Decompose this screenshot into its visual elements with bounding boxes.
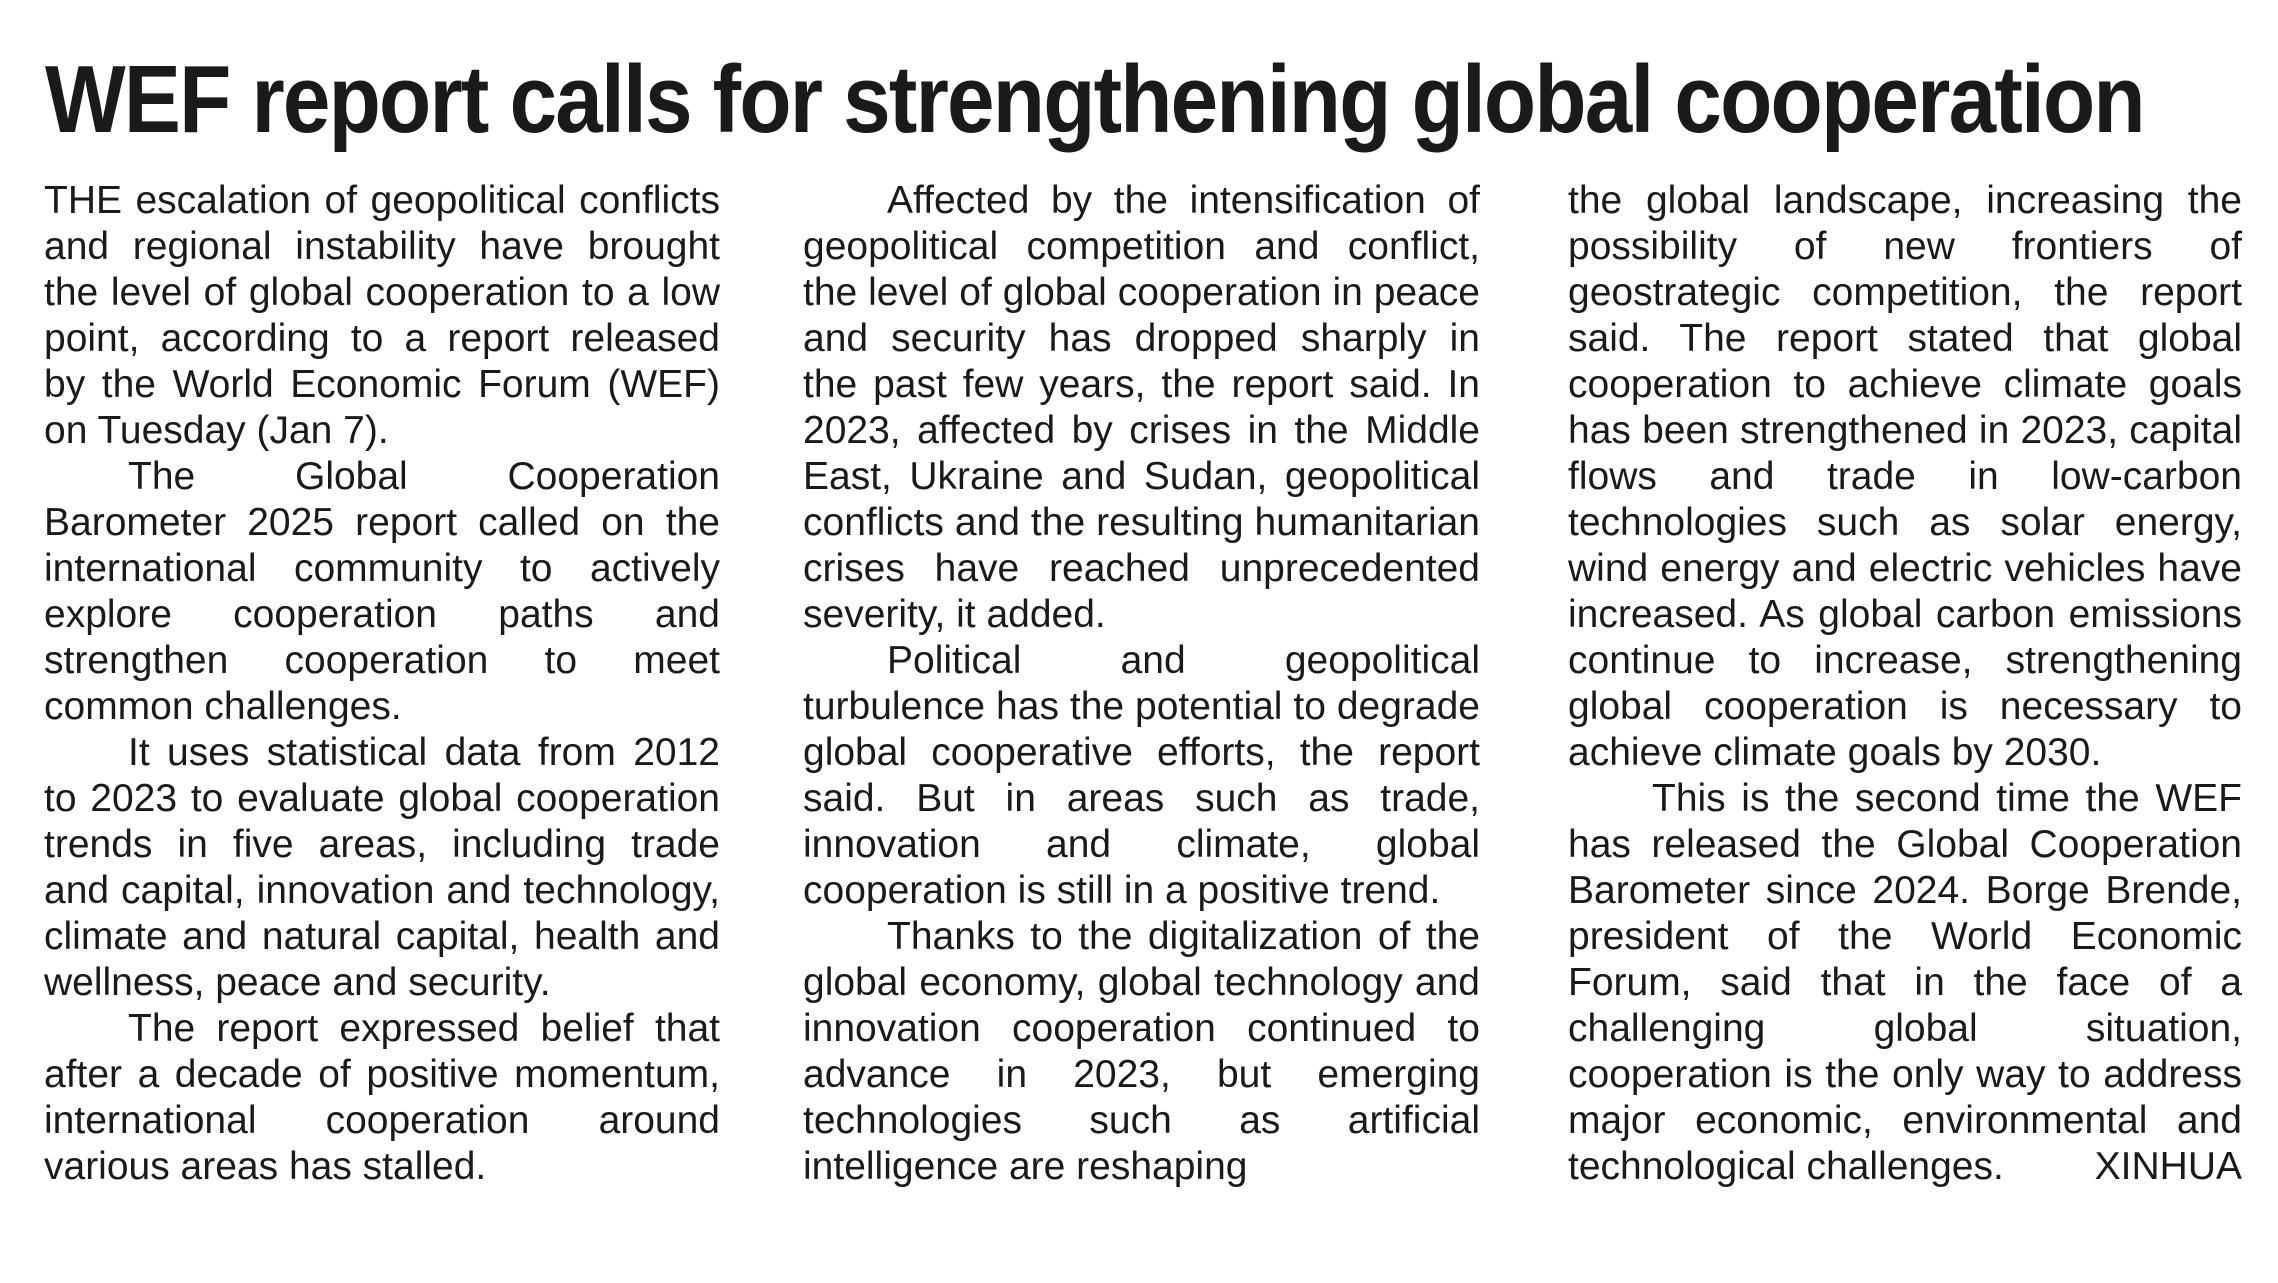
paragraph [1568, 776, 2242, 1190]
paragraph: the global landscape, increasing the possibility of new frontiers of geostrategic competition, the report said. The report stated that global cooperation to achieve climate goals has been strengthened in 2023, capital flows and trade in low-carbon technologies such as solar energy, wind energy and electric vehicles have increased. As global carbon emissions continue to increase, strengthening global cooperation is necessary to achieve climate goals by 2030. [1568, 179, 2242, 774]
paragraph: Political and geopolitical turbulence has the potential to degrade global cooperative efforts, the report said. But in areas such as trade, innovation and climate, global cooperation is still in a positive trend. [803, 639, 1480, 912]
paragraph: It uses statistical data from 2012 to 2023 to evaluate global cooperation trends in five areas, including trade and capital, innovation and technology, climate and natural capital, health and wellness, peace and security. [44, 731, 720, 1004]
paragraph: Thanks to the digitalization of the global economy, global technology and innovation cooperation continued to advance in 2023, but emerging technologies such as artificial intelligence are reshaping [803, 915, 1480, 1188]
article-column-2 [803, 178, 1480, 1190]
byline: XINHUA [2094, 1145, 2242, 1188]
paragraph: THE escalation of geopolitical conflicts and regional instability have brought the level of global cooperation to a low point, according to a report released by the World Economic Forum (WEF) on Tuesday (Jan 7). [44, 179, 720, 452]
paragraph: The report expressed belief that after a decade of positive momentum, international cooperation around various areas has stalled. [44, 1007, 720, 1188]
article-column-3 [1568, 178, 2242, 1190]
headline: WEF report calls for strengthening global cooperation [45, 46, 2144, 153]
article-column-1 [44, 178, 720, 1190]
paragraph-text: This is the second time the WEF has released the Global Cooperation Barometer since 2024. Borge Brende, president of the World Economic Forum, said that in the face of a challenging global situation, cooperation is the only way to address major economic, environmental and technological challenges. [1568, 777, 2242, 1188]
paragraph: The Global Cooperation Barometer 2025 report called on the international community to actively explore cooperation paths and strengthen cooperation to meet common challenges. [44, 455, 720, 728]
paragraph: Affected by the intensification of geopolitical competition and conflict, the level of global cooperation in peace and security has dropped sharply in the past few years, the report said. In 2023, affected by crises in the Middle East, Ukraine and Sudan, geopolitical conflicts and the resulting humanitarian crises have reached unprecedented severity, it added. [803, 179, 1480, 636]
